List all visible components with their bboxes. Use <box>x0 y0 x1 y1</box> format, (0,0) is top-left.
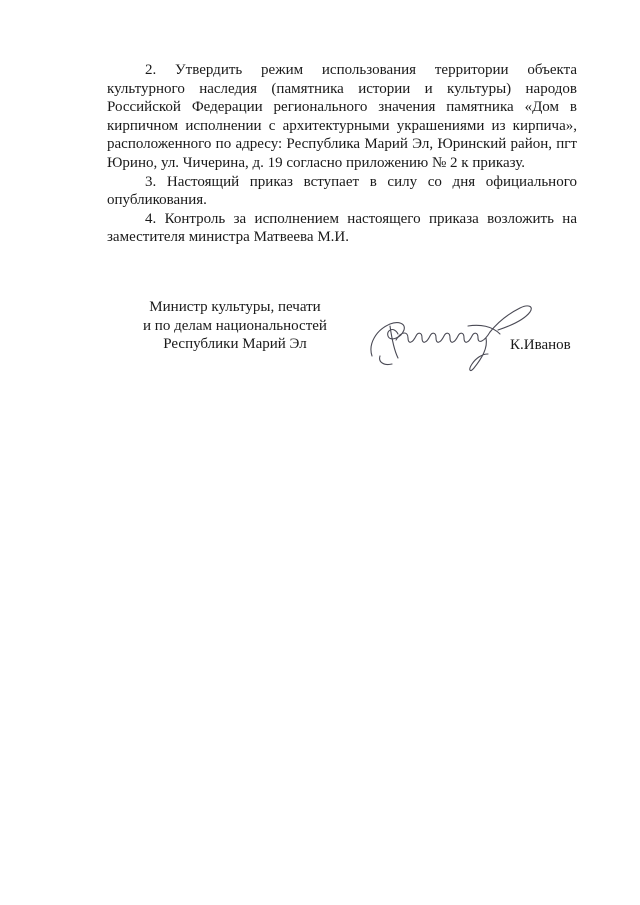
signatory-title-line: Республики Марий Эл <box>163 336 307 353</box>
signatory-title-line: Министр культуры, печати <box>149 299 321 315</box>
signatory-title-line: и по делам национальностей <box>143 317 327 334</box>
paragraph-item-2: 2. Утвердить режим использования территории объекта культурного наследия (памятника истории и культуры) народов Российской Федерации регионального значения памятника «Дом в кирпичном исполнении с архитектурными украшениями из кирпича», расположенного по адресу: Республика Марий Эл, Юринский район, пгт Юрино, ул. Чичерина, д. 19 согласно приложению № 2 к приказу. <box>107 62 577 171</box>
document-body <box>107 61 577 247</box>
signatory-title <box>120 298 350 354</box>
paragraph-item-3: 3. Настоящий приказ вступает в силу со дня официального опубликования. <box>107 173 577 209</box>
paragraph-item-4: 4. Контроль за исполнением настоящего приказа возложить на заместителя министра Матвеева М.И. <box>107 210 577 246</box>
signatory-name: К.Иванов <box>510 337 571 353</box>
